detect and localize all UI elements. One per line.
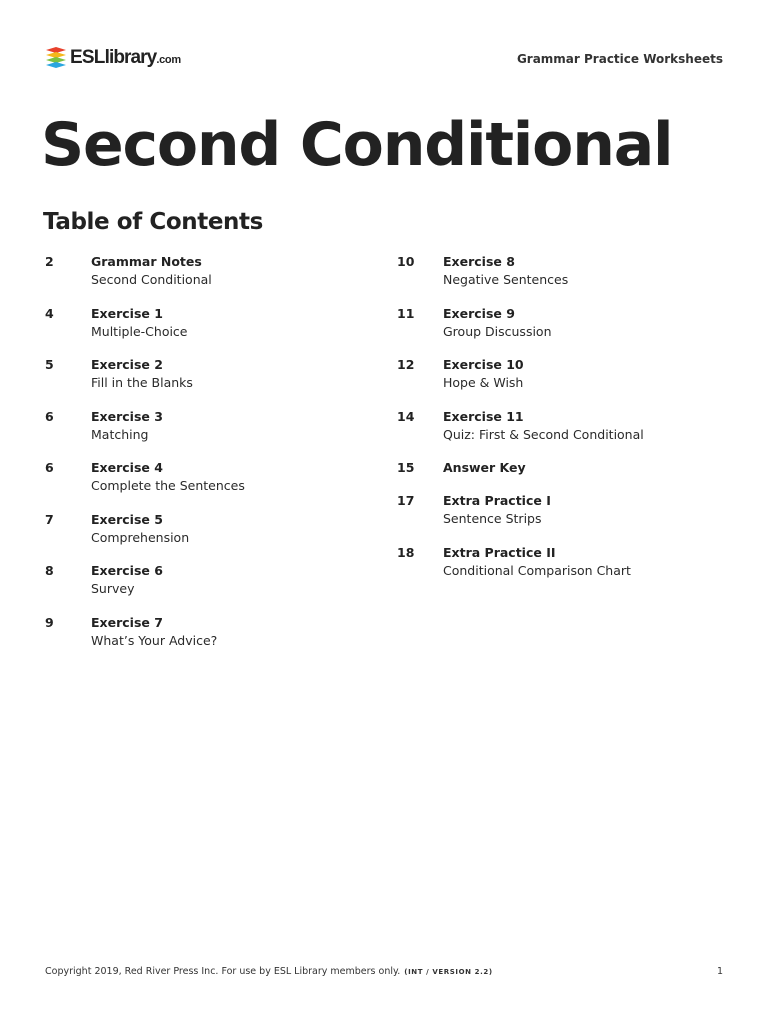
toc-entry[interactable] xyxy=(45,253,375,305)
toc-entry-title: Extra Practice I xyxy=(443,493,551,508)
toc-entry-title: Exercise 1 xyxy=(91,305,163,321)
toc-page-number: 2 xyxy=(45,254,54,269)
toc-page-number: 12 xyxy=(397,357,415,372)
page-footer xyxy=(45,966,723,982)
toc-entry-subtitle: Sentence Strips xyxy=(443,511,542,526)
toc-page-number: 7 xyxy=(45,511,54,527)
toc-page-number: 15 xyxy=(397,460,415,475)
toc-entry-subtitle: Conditional Comparison Chart xyxy=(443,562,631,578)
toc-entry-title: Exercise 6 xyxy=(91,563,163,578)
toc-page-number: 6 xyxy=(45,460,54,475)
toc-column-left xyxy=(45,253,375,665)
toc-entry[interactable] xyxy=(397,253,727,305)
toc-page-number: 4 xyxy=(45,305,54,321)
toc-entry[interactable] xyxy=(45,356,375,408)
toc-entry[interactable] xyxy=(45,562,375,614)
toc-page-number: 5 xyxy=(45,357,54,372)
toc-entry-subtitle: Survey xyxy=(91,581,135,596)
toc-entry[interactable] xyxy=(397,356,727,408)
toc-entry[interactable] xyxy=(397,459,727,492)
toc-entry-title: Exercise 8 xyxy=(443,254,515,269)
logo-brand: ESL xyxy=(70,47,105,68)
toc-heading: Table of Contents xyxy=(43,209,263,235)
toc-column-right xyxy=(397,253,727,595)
toc-entry-subtitle: Comprehension xyxy=(91,529,190,545)
toc-entry[interactable] xyxy=(397,305,727,357)
toc-entry-subtitle: Group Discussion xyxy=(443,323,552,339)
footer-copyright: Copyright 2019, Red River Press Inc. For use by ESL Library members only. xyxy=(45,966,401,977)
series-label: Grammar Practice Worksheets xyxy=(516,52,723,66)
toc-entry-title: Exercise 10 xyxy=(443,357,524,372)
toc-entry[interactable] xyxy=(45,305,375,357)
footer-page-number: 1 xyxy=(716,966,723,977)
toc-entry-subtitle: Second Conditional xyxy=(91,272,212,287)
footer-copyright-line xyxy=(45,966,493,977)
toc-entry-subtitle: Multiple-Choice xyxy=(91,323,188,339)
toc-entry-title: Answer Key xyxy=(443,460,526,475)
toc-entry-title: Exercise 11 xyxy=(443,408,524,424)
toc-entry-title: Exercise 5 xyxy=(91,511,163,527)
page-header xyxy=(45,44,723,74)
toc-page-number: 9 xyxy=(45,614,54,630)
footer-version: (INT / VERSION 2.2) xyxy=(404,968,493,976)
book-stack-icon xyxy=(45,46,67,70)
esl-library-logo[interactable] xyxy=(45,44,181,72)
toc-page-number: 6 xyxy=(45,408,54,424)
toc-page-number: 18 xyxy=(397,544,415,560)
toc-entry-title: Extra Practice II xyxy=(443,544,556,560)
toc-entry-title: Exercise 4 xyxy=(91,460,163,475)
toc-entry-subtitle: Complete the Sentences xyxy=(91,478,245,493)
toc-entry-title: Grammar Notes xyxy=(91,254,202,269)
toc-entry[interactable] xyxy=(45,408,375,460)
toc-entry-title: Exercise 7 xyxy=(91,614,163,630)
logo-wordmark xyxy=(70,47,181,69)
toc-entry[interactable] xyxy=(397,544,727,596)
toc-page-number: 14 xyxy=(397,408,415,424)
toc-entry-subtitle: What’s Your Advice? xyxy=(91,632,218,648)
toc-page-number: 11 xyxy=(397,305,415,321)
toc-entry[interactable] xyxy=(397,408,727,460)
toc-entry[interactable] xyxy=(45,459,375,511)
toc-entry-subtitle: Quiz: First & Second Conditional xyxy=(443,426,644,442)
toc-entry-title: Exercise 2 xyxy=(91,357,163,372)
logo-domain: .com xyxy=(156,54,181,66)
toc-entry-subtitle: Negative Sentences xyxy=(443,272,569,287)
toc-entry[interactable] xyxy=(45,511,375,563)
toc-page-number: 17 xyxy=(397,493,415,508)
toc-page-number: 8 xyxy=(45,563,54,578)
toc-entry[interactable] xyxy=(397,492,727,544)
toc-page-number: 10 xyxy=(397,254,415,269)
toc-entry-title: Exercise 3 xyxy=(91,408,163,424)
toc-entry[interactable] xyxy=(45,614,375,666)
toc-entry-title: Exercise 9 xyxy=(443,305,515,321)
toc-entry-subtitle: Fill in the Blanks xyxy=(91,375,193,390)
toc-entry-subtitle: Matching xyxy=(91,426,149,442)
logo-library: library xyxy=(104,47,157,68)
page-title: Second Conditional xyxy=(41,110,673,180)
toc-entry-subtitle: Hope & Wish xyxy=(443,375,524,390)
